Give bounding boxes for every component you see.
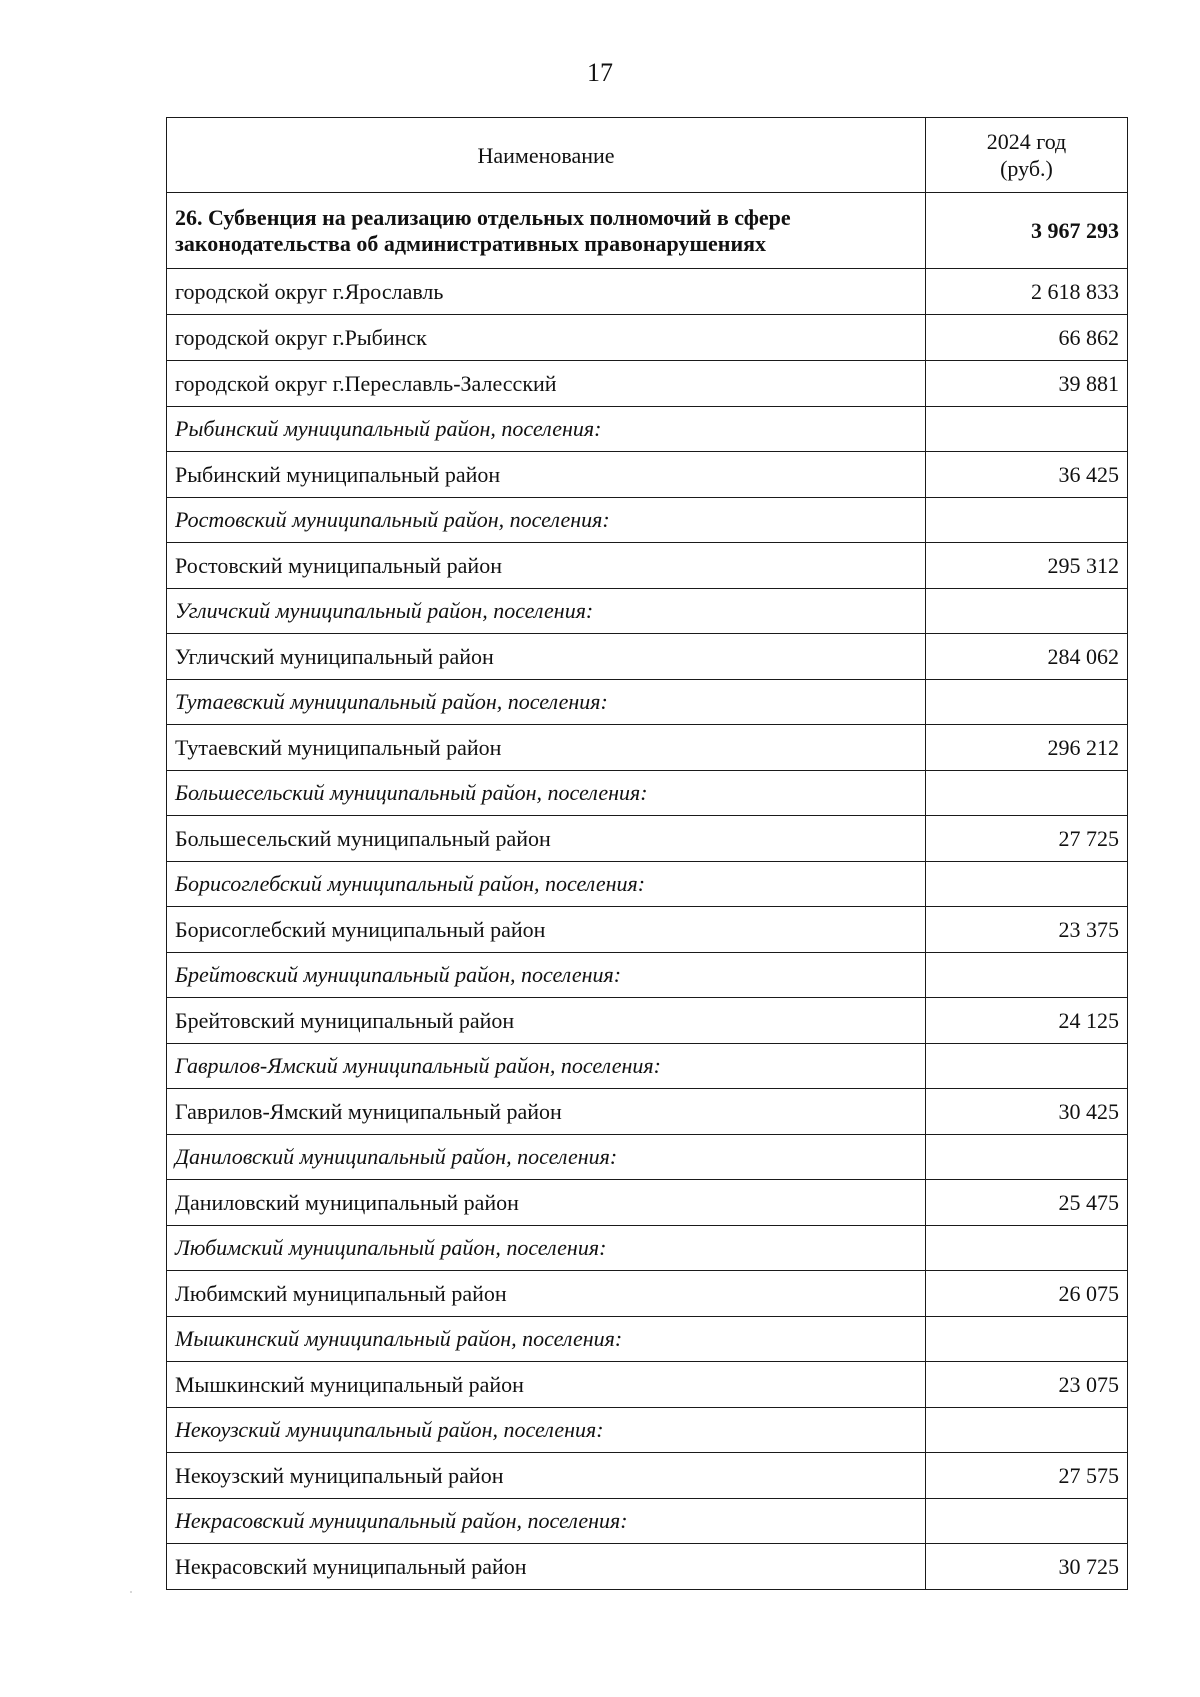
table-row <box>167 998 1128 1044</box>
table-row <box>167 1180 1128 1226</box>
row-label: городской округ г.Переславль-Залесский <box>167 361 926 407</box>
row-value: 30 725 <box>926 1544 1128 1590</box>
table-row <box>167 1453 1128 1499</box>
empty-value-cell <box>926 953 1128 998</box>
row-value: 295 312 <box>926 543 1128 589</box>
row-value: 296 212 <box>926 725 1128 771</box>
row-value: 26 075 <box>926 1271 1128 1317</box>
district-heading-row <box>167 1499 1128 1544</box>
table-row <box>167 907 1128 953</box>
district-heading-row <box>167 1044 1128 1089</box>
page-number: 17 <box>587 58 613 87</box>
district-heading-row <box>167 1408 1128 1453</box>
table-row <box>167 634 1128 680</box>
row-value: 30 425 <box>926 1089 1128 1135</box>
table-row <box>167 543 1128 589</box>
table-row <box>167 816 1128 862</box>
district-heading-label: Тутаевский муниципальный район, поселения: <box>167 680 926 725</box>
row-label: Рыбинский муниципальный район <box>167 452 926 498</box>
column-header-year-label: 2024 год <box>986 129 1067 154</box>
empty-value-cell <box>926 1499 1128 1544</box>
row-label: Угличский муниципальный район <box>167 634 926 680</box>
table-row <box>167 1362 1128 1408</box>
district-heading-label: Мышкинский муниципальный район, поселения: <box>167 1317 926 1362</box>
district-heading-row <box>167 771 1128 816</box>
table-row <box>167 1089 1128 1135</box>
table-row <box>167 315 1128 361</box>
row-label: Тутаевский муниципальный район <box>167 725 926 771</box>
district-heading-row <box>167 1226 1128 1271</box>
row-label: Брейтовский муниципальный район <box>167 998 926 1044</box>
row-value: 25 475 <box>926 1180 1128 1226</box>
row-label: Борисоглебский муниципальный район <box>167 907 926 953</box>
row-label: Любимский муниципальный район <box>167 1271 926 1317</box>
district-heading-row <box>167 1135 1128 1180</box>
row-label: Даниловский муниципальный район <box>167 1180 926 1226</box>
row-label: Ростовский муниципальный район <box>167 543 926 589</box>
subvention-table <box>166 117 1128 1590</box>
table-row <box>167 1271 1128 1317</box>
district-heading-label: Брейтовский муниципальный район, поселения: <box>167 953 926 998</box>
district-heading-row <box>167 680 1128 725</box>
empty-value-cell <box>926 771 1128 816</box>
total-label: 26. Субвенция на реализацию отдельных полномочий в сфере законодательства об административных правонарушениях <box>167 193 926 269</box>
scan-speck <box>130 1591 132 1593</box>
row-value: 23 375 <box>926 907 1128 953</box>
district-heading-row <box>167 862 1128 907</box>
row-label: городской округ г.Ярославль <box>167 269 926 315</box>
row-label: городской округ г.Рыбинск <box>167 315 926 361</box>
column-header-name: Наименование <box>167 118 926 193</box>
table-row <box>167 452 1128 498</box>
column-header-year <box>926 118 1128 193</box>
row-value: 2 618 833 <box>926 269 1128 315</box>
total-value: 3 967 293 <box>926 193 1128 269</box>
row-label: Мышкинский муниципальный район <box>167 1362 926 1408</box>
row-value: 27 725 <box>926 816 1128 862</box>
subvention-table-container <box>166 117 1127 1590</box>
table-header <box>167 118 1128 193</box>
district-heading-row <box>167 407 1128 452</box>
district-heading-label: Некрасовский муниципальный район, поселения: <box>167 1499 926 1544</box>
row-value: 27 575 <box>926 1453 1128 1499</box>
table-row <box>167 269 1128 315</box>
table-row <box>167 361 1128 407</box>
row-value: 66 862 <box>926 315 1128 361</box>
row-value: 24 125 <box>926 998 1128 1044</box>
empty-value-cell <box>926 1135 1128 1180</box>
table-row <box>167 1544 1128 1590</box>
empty-value-cell <box>926 1317 1128 1362</box>
empty-value-cell <box>926 1408 1128 1453</box>
district-heading-label: Угличский муниципальный район, поселения: <box>167 589 926 634</box>
district-heading-label: Даниловский муниципальный район, поселения: <box>167 1135 926 1180</box>
header-row <box>167 118 1128 193</box>
empty-value-cell <box>926 1044 1128 1089</box>
empty-value-cell <box>926 862 1128 907</box>
district-heading-row <box>167 498 1128 543</box>
empty-value-cell <box>926 1226 1128 1271</box>
row-label: Большесельский муниципальный район <box>167 816 926 862</box>
empty-value-cell <box>926 680 1128 725</box>
column-header-unit-label: (руб.) <box>1000 156 1053 181</box>
district-heading-label: Любимский муниципальный район, поселения: <box>167 1226 926 1271</box>
row-label: Некоузский муниципальный район <box>167 1453 926 1499</box>
row-value: 284 062 <box>926 634 1128 680</box>
empty-value-cell <box>926 498 1128 543</box>
district-heading-label: Большесельский муниципальный район, поселения: <box>167 771 926 816</box>
table-row <box>167 725 1128 771</box>
row-label: Некрасовский муниципальный район <box>167 1544 926 1590</box>
row-label: Гаврилов-Ямский муниципальный район <box>167 1089 926 1135</box>
district-heading-label: Борисоглебский муниципальный район, поселения: <box>167 862 926 907</box>
row-value: 39 881 <box>926 361 1128 407</box>
total-row <box>167 193 1128 269</box>
table-body <box>167 193 1128 1590</box>
district-heading-row <box>167 1317 1128 1362</box>
district-heading-row <box>167 589 1128 634</box>
district-heading-label: Ростовский муниципальный район, поселения: <box>167 498 926 543</box>
row-value: 23 075 <box>926 1362 1128 1408</box>
district-heading-label: Гаврилов-Ямский муниципальный район, поселения: <box>167 1044 926 1089</box>
empty-value-cell <box>926 589 1128 634</box>
district-heading-label: Рыбинский муниципальный район, поселения: <box>167 407 926 452</box>
district-heading-row <box>167 953 1128 998</box>
empty-value-cell <box>926 407 1128 452</box>
district-heading-label: Некоузский муниципальный район, поселения: <box>167 1408 926 1453</box>
row-value: 36 425 <box>926 452 1128 498</box>
